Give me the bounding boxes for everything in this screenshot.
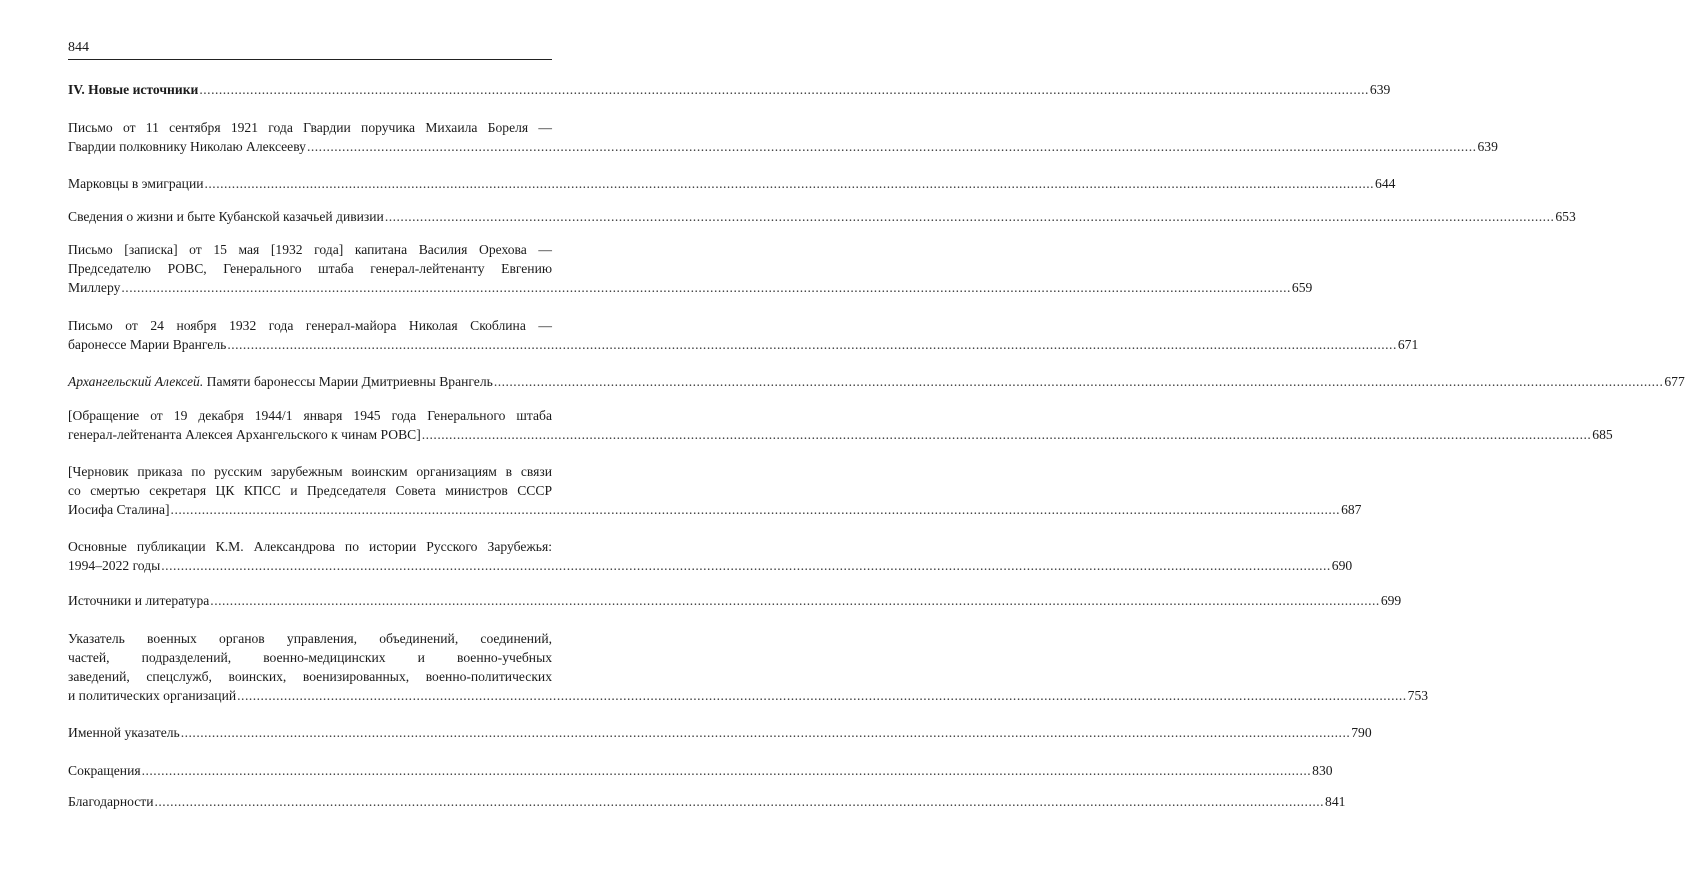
toc-entry-page: 659 [1291,280,1313,295]
toc-leader-dots: ............................................................................................................................................................................................................................................................................................................ [306,139,1477,154]
toc-entry-page: 690 [1331,558,1353,573]
toc-entry-page: 671 [1397,337,1419,352]
toc-entry-title-text: Именной указатель [68,725,180,740]
toc-entry[interactable] [68,174,1396,193]
toc-leader-dots: ............................................................................................................................................................................................................................................................................................................ [384,209,1555,224]
toc-entry-line: Письмо от 11 сентября 1921 года Гвардии поручика Михаила Бореля — [68,120,552,135]
toc-entry-title-text: Сведения о жизни и быте Кубанской казачьей дивизии [68,209,384,224]
toc-entry-title-line [68,425,1613,444]
toc-entry-line: со смертью секретаря ЦК КПСС и Председателя Совета министров СССР [68,483,552,498]
toc-entry-title-line [68,335,1419,354]
toc-entry-title [68,556,160,575]
toc-entry-title [68,792,154,811]
toc-entry[interactable] [68,591,1402,610]
toc-leader-dots: ............................................................................................................................................................................................................................................................................................................ [180,725,1351,740]
toc-entry-title [68,335,226,354]
toc-entry-line: Председателю РОВС, Генерального штаба генерал-лейтенанту Евгению [68,261,552,276]
toc-entry-title-line [68,278,1313,297]
toc-entry-title-line [68,761,1333,780]
toc-entry-page: 653 [1555,209,1576,224]
toc-entry-page: 841 [1325,794,1346,809]
toc-leader-dots: ............................................................................................................................................................................................................................................................................................................ [210,593,1380,608]
toc-entry-line: частей, подразделений, военно-медицинских и военно-учебных [68,650,552,665]
toc-leader-dots: ............................................................................................................................................................................................................................................................................................................ [170,502,1341,517]
toc-entry[interactable] [68,723,1372,742]
toc-entry-title-text: Миллеру [68,280,121,295]
toc-entry-page: 753 [1407,688,1429,703]
toc-entry-title-line [68,80,1391,99]
toc-entry-title-line [68,591,1402,610]
toc-entry-title-line [68,500,1362,519]
toc-entry-title-text: Благодарности [68,794,154,809]
toc-entry-title-text: Марковцы в эмиграции [68,176,204,191]
toc-leader-dots: ............................................................................................................................................................................................................................................................................................................ [141,763,1312,778]
toc-entry-page: 639 [1477,139,1498,154]
toc-entry-title-text: Источники и литература [68,593,210,608]
toc-entry[interactable] [68,792,1346,811]
toc-entry[interactable] [68,406,1613,444]
toc-entry-line: Основные публикации К.М. Александрова по истории Русского Зарубежья: [68,539,552,554]
toc-leader-dots: ............................................................................................................................................................................................................................................................................................................ [204,176,1375,191]
toc-entry[interactable] [68,372,1685,391]
toc-entry-title-line [68,792,1346,811]
toc-entry-line: [Обращение от 19 декабря 1944/1 января 1945 года Генерального штаба [68,408,552,423]
toc-entry-title-line [68,556,1353,575]
toc-entry-title [68,591,209,610]
toc-entry-title-text: баронессе Марии Врангель [68,337,227,352]
toc-entry-page: 677 [1664,374,1685,389]
toc-leader-dots: ............................................................................................................................................................................................................................................................................................................ [121,280,1291,295]
toc-entry-title-text: Иосифа Сталина] [68,502,170,517]
toc-entry-title [68,207,384,226]
toc-entry-title-line [68,137,1498,156]
toc-leader-dots: ............................................................................................................................................................................................................................................................................................................ [161,558,1331,573]
toc-entry-page: 639 [1369,82,1391,97]
toc-entry-title-line [68,723,1372,742]
toc-entry-page: 687 [1341,502,1362,517]
toc-entry-title-text: Сокращения [68,763,141,778]
toc-entry[interactable] [68,118,1498,156]
toc-entry-title [68,686,236,705]
toc-leader-dots: ............................................................................................................................................................................................................................................................................................................ [199,82,1369,97]
toc-entry[interactable] [68,761,1333,780]
toc-entry-title [68,137,306,156]
toc-entry-page: 790 [1351,725,1372,740]
toc-entry[interactable] [68,316,1419,354]
toc-entry-title-text: Памяти баронессы Марии Дмитриевны Врангель [206,374,493,389]
toc-entry-title-text: IV. Новые источники [68,82,199,97]
toc-entry-title-text: и политических организаций [68,688,237,703]
toc-entry-title [68,500,170,519]
toc-entry-title [68,425,421,444]
toc-entry-line: Письмо от 24 ноября 1932 года генерал-майора Николая Скоблина — [68,318,552,333]
toc-entry-page: 699 [1380,593,1402,608]
toc-entry[interactable] [68,240,1313,297]
toc-entry-line: заведений, спецслужб, воинских, военизированных, военно-политических [68,669,552,684]
toc-leader-dots: ............................................................................................................................................................................................................................................................................................................ [237,688,1407,703]
toc-entry-title-line [68,207,1576,226]
toc-entry[interactable] [68,537,1353,575]
toc-entry[interactable] [68,207,1576,226]
toc-entry-title [68,761,141,780]
toc-entry-title-text: генерал-лейтенанта Алексея Архангельского к чинам РОВС] [68,427,421,442]
toc-entry-line: Указатель военных органов управления, объединений, соединений, [68,631,552,646]
toc-entry-page: 685 [1592,427,1613,442]
toc-entry-title-line [68,372,1685,391]
toc-leader-dots: ............................................................................................................................................................................................................................................................................................................ [227,337,1397,352]
toc-entry-page: 830 [1312,763,1333,778]
toc-entry-title [68,372,493,391]
toc-entry[interactable] [68,629,1429,705]
toc-entry[interactable] [68,462,1362,519]
toc-entry-title-line [68,686,1429,705]
toc-entry-title [68,174,204,193]
toc-leader-dots: ............................................................................................................................................................................................................................................................................................................ [493,374,1664,389]
toc-entry-title [68,723,180,742]
toc-leader-dots: ............................................................................................................................................................................................................................................................................................................ [421,427,1592,442]
toc-entry-page: 644 [1375,176,1396,191]
toc-entry-title-text: 1994–2022 годы [68,558,161,573]
toc-entry-author: Архангельский Алексей. [68,374,204,389]
toc-entry-title [68,80,198,99]
toc-entry-title-text: Гвардии полковнику Николаю Алексееву [68,139,306,154]
toc-entry[interactable] [68,80,1391,99]
toc-entry-title [68,278,120,297]
page-number: 844 [68,40,89,55]
toc-entry-line: Письмо [записка] от 15 мая [1932 года] капитана Василия Орехова — [68,242,552,257]
header-rule [68,59,552,60]
toc-leader-dots: ............................................................................................................................................................................................................................................................................................................ [154,794,1325,809]
toc-entry-title-line [68,174,1396,193]
toc-entry-line: [Черновик приказа по русским зарубежным воинским организациям в связи [68,464,552,479]
